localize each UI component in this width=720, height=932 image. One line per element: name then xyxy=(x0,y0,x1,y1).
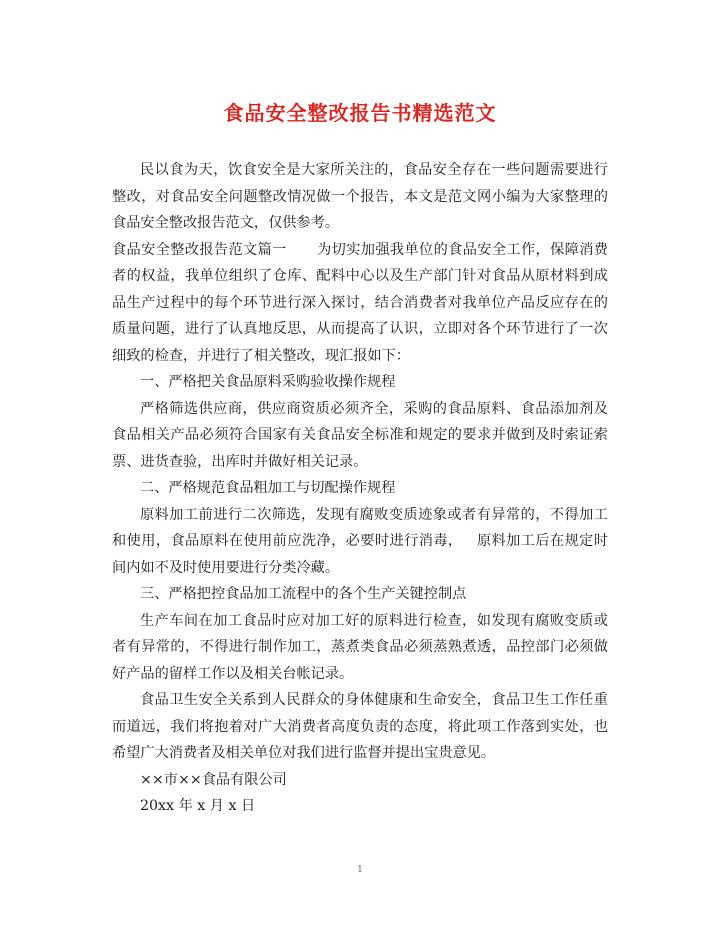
document-title: 食品安全整改报告书精选范文 xyxy=(223,101,497,125)
heading-1: 一、严格把关食品原料采购验收操作规程 xyxy=(140,374,396,390)
paragraph-2-part-a: 原料加工前进行二次筛选，发现有腐败变质迹象或者有异常的，不得加工和使用，食品原料在使用前应洗净，必要时进行消毒， xyxy=(112,506,608,549)
paragraph-2-part-b: 原料加工后在规定时间内如不及时使用要进行分类冷藏。 xyxy=(112,533,608,576)
paragraph-3: 生产车间在加工食品时应对加工好的原料进行检查，如发现有腐败变质或者有异常的，不得进行制作加工，蒸煮类食品必须蒸熟煮透，品控部门必须做好产品的留样工作以及相关台帐记录。 xyxy=(112,612,608,682)
date: 20xx 年 x 月 x 日 xyxy=(140,798,256,814)
document-body xyxy=(112,157,608,820)
page-number: 1 xyxy=(357,865,363,875)
paragraph-2 xyxy=(112,502,608,582)
intro-paragraph: 民以食为天，饮食安全是大家所关注的，食品安全存在一些问题需要进行整改，对食品安全问题整改情况做一个报告，本文是范文网小编为大家整理的食品安全整改报告范文，仅供参考。 xyxy=(112,162,608,231)
paragraph-4: 食品卫生安全关系到人民群众的身体健康和生命安全，食品卫生工作任重而道远，我们将抱着对广大消费者高度负责的态度，将此项工作落到实处，也希望广大消费者及相关单位对我们进行监督并提出宝贵意见。 xyxy=(112,692,608,761)
section-text: 为切实加强我单位的食品安全工作，保障消费者的权益，我单位组织了仓库、配料中心以及生产部门针对食品从原材料到成品生产过程中的每个环节进行深入探讨，结合消费者对我单位产品反应存在的质量问题，进行了认真地反思，从而提高了认识，立即对各个环节进行了一次细致的检查，并进行了相关整改，现汇报如下： xyxy=(112,241,608,364)
section-paragraph xyxy=(112,237,608,370)
signature: ××市××食品有限公司 xyxy=(140,771,287,788)
paragraph-1: 严格筛选供应商，供应商资质必须齐全，采购的食品原料、食品添加剂及食品相关产品必须符合国家有关食品安全标准和规定的要求并做到及时索证索票、进货查验，出库时并做好相关记录。 xyxy=(112,400,608,470)
section-label: 食品安全整改报告范文篇一 xyxy=(112,241,287,258)
heading-3: 三、严格把控食品加工流程中的各个生产关键控制点 xyxy=(140,586,467,602)
heading-2: 二、严格规范食品粗加工与切配操作规程 xyxy=(140,480,396,496)
